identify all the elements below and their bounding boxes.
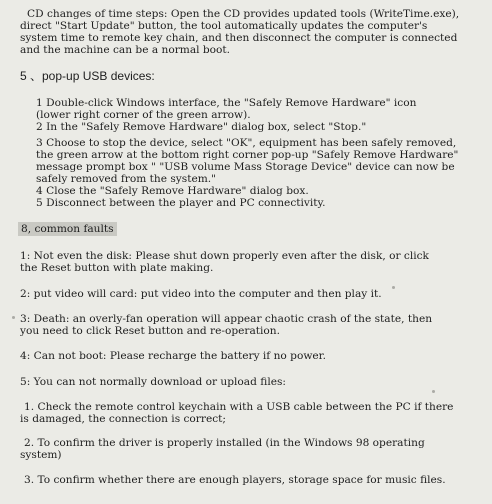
fault-line: 3. To confirm whether there are enough players, storage space for music files. <box>24 474 446 486</box>
section5-step-line: (lower right corner of the green arrow). <box>36 109 251 121</box>
fault-line: is damaged, the connection is correct; <box>20 413 226 425</box>
section5-step-line: safely removed from the system." <box>36 173 217 185</box>
fault-line: you need to click Reset button and re-operation. <box>20 325 280 337</box>
section5-step-line: 3 Choose to stop the device, select "OK", equipment has been safely removed, <box>36 137 457 149</box>
intro-line-4: and the machine can be a normal boot. <box>20 44 231 56</box>
fault-line: 2. To confirm the driver is properly installed (in the Windows 98 operating <box>24 437 425 449</box>
intro-line-1: CD changes of time steps: Open the CD provides updated tools (WriteTime.exe), <box>27 8 460 20</box>
section5-step-line: the green arrow at the bottom right corner pop-up "Safely Remove Hardware" <box>36 149 459 161</box>
section5-step-line: message prompt box " "USB volume Mass Storage Device" device can now be <box>36 161 455 173</box>
section5-step-line: 1 Double-click Windows interface, the "Safely Remove Hardware" icon <box>36 97 417 109</box>
fault-line: the Reset button with plate making. <box>20 262 214 274</box>
fault-line: 3: Death: an overly-fan operation will appear chaotic crash of the state, then <box>20 313 433 325</box>
scan-speck <box>432 390 435 393</box>
intro-line-3: system time to remote key chain, and then disconnect the computer is connected <box>20 32 458 44</box>
section8-heading-band <box>18 222 117 236</box>
intro-line-2: direct "Start Update" button, the tool automatically updates the computer's <box>20 20 428 32</box>
fault-line: system) <box>20 449 62 461</box>
fault-line: 4: Can not boot: Please recharge the battery if no power. <box>20 350 326 362</box>
section5-step-line: 5 Disconnect between the player and PC connectivity. <box>36 197 326 209</box>
fault-line: 1. Check the remote control keychain with a USB cable between the PC if there <box>24 401 454 413</box>
section5-step-line: 4 Close the "Safely Remove Hardware" dialog box. <box>36 185 309 197</box>
section5-step-line: 2 In the "Safely Remove Hardware" dialog box, select "Stop." <box>36 121 367 133</box>
fault-line: 1: Not even the disk: Please shut down properly even after the disk, or click <box>20 250 429 262</box>
section8-heading: 8, common faults <box>21 223 114 235</box>
fault-line: 5: You can not normally download or upload files: <box>20 376 286 388</box>
scan-speck <box>392 286 395 289</box>
scan-speck <box>12 316 15 319</box>
section5-heading: 5 、pop-up USB devices: <box>20 69 155 83</box>
fault-line: 2: put video will card: put video into the computer and then play it. <box>20 288 382 300</box>
